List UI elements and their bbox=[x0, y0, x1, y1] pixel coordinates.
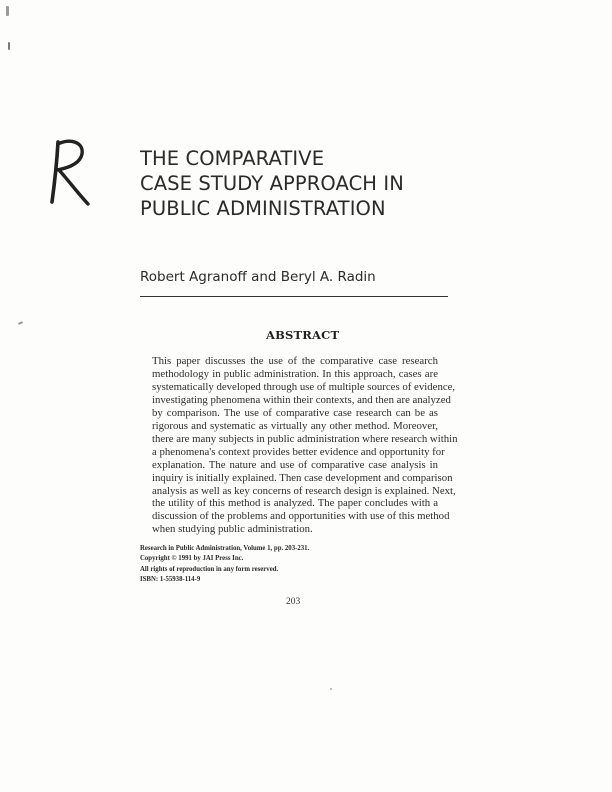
abstract-line: analysis as well as key concerns of research design is explained. Next, bbox=[152, 484, 456, 497]
copyright-notice: Copyright © 1991 by JAI Press Inc. bbox=[140, 555, 244, 563]
abstract-line: rigorous and systematic as virtually any other method. Moreover, bbox=[152, 419, 438, 432]
abstract-line: inquiry is initially explained. Then case development and comparison bbox=[152, 471, 453, 484]
scan-speck bbox=[6, 6, 9, 16]
abstract-line: the utility of this method is analyzed. The paper concludes with a bbox=[152, 497, 438, 510]
abstract-line: methodology in public administration. In this approach, cases are bbox=[152, 367, 438, 380]
title-line: CASE STUDY APPROACH IN bbox=[140, 172, 404, 195]
title-line: THE COMPARATIVE bbox=[140, 147, 325, 170]
article-title bbox=[140, 146, 404, 221]
scan-speck bbox=[8, 42, 10, 50]
isbn: ISBN: 1-55938-114-9 bbox=[140, 576, 201, 584]
abstract-line: discussion of the problems and opportunities with use of this method bbox=[152, 510, 450, 523]
page-number: 203 bbox=[286, 597, 301, 607]
article-authors: Robert Agranoff and Beryl A. Radin bbox=[140, 269, 376, 285]
scan-speck bbox=[330, 688, 332, 690]
abstract-line: This paper discusses the use of the comparative case research bbox=[152, 355, 438, 367]
abstract-line: by comparison. The use of comparative case research can be as bbox=[152, 406, 438, 419]
title-divider bbox=[140, 296, 448, 297]
scan-speck bbox=[18, 321, 23, 325]
abstract-line: there are many subjects in public administration where research within bbox=[152, 432, 458, 445]
publication-info bbox=[140, 544, 309, 586]
abstract-line: a phenomena's context provides better evidence and opportunity for bbox=[152, 445, 445, 458]
abstract-line: investigating phenomena within their contexts, and then are analyzed bbox=[152, 393, 451, 406]
abstract-line: when studying public administration. bbox=[152, 523, 313, 536]
abstract-line: systematically developed through use of multiple sources of evidence, bbox=[152, 380, 456, 393]
rights-notice: All rights of reproduction in any form reserved. bbox=[140, 565, 279, 573]
title-line: PUBLIC ADMINISTRATION bbox=[140, 197, 386, 220]
journal-citation: Research in Public Administration, Volume 1, pp. 203-231. bbox=[140, 545, 310, 552]
abstract-heading: ABSTRACT bbox=[266, 328, 340, 342]
abstract-line: explanation. The nature and use of comparative case analysis in bbox=[152, 458, 438, 471]
handwritten-r-mark bbox=[44, 136, 94, 208]
abstract-body bbox=[152, 355, 458, 536]
